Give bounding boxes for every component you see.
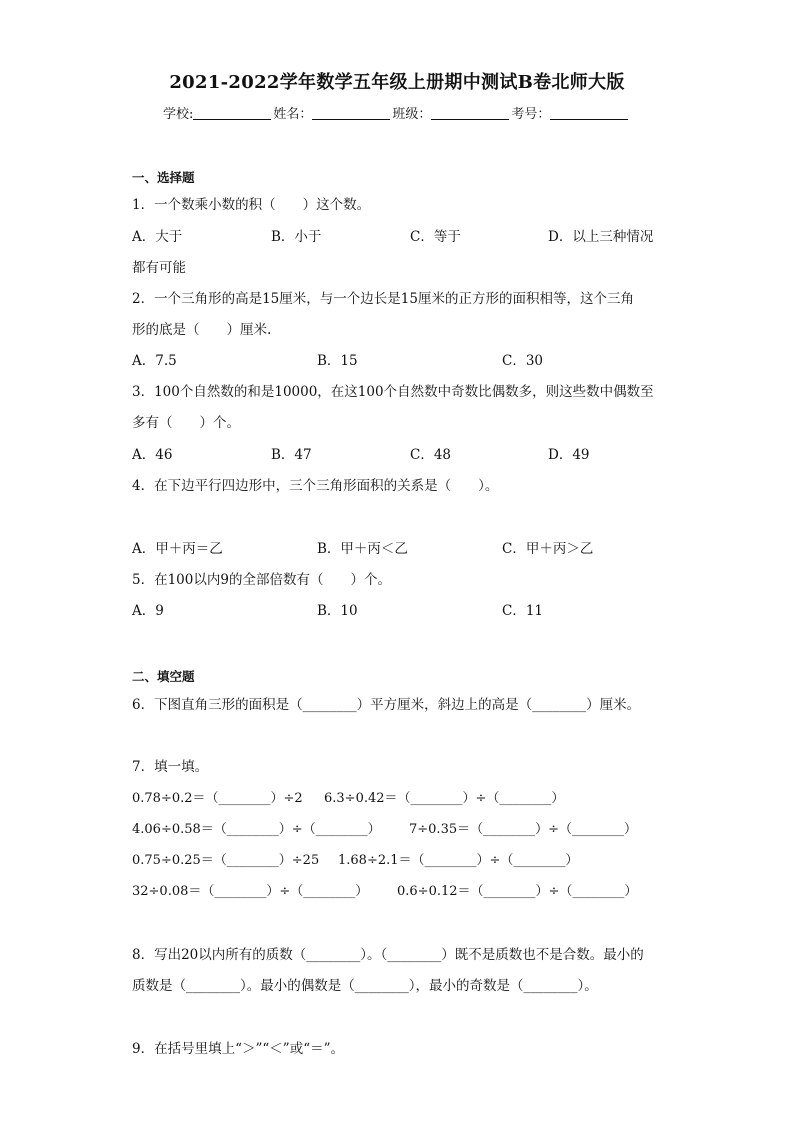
question-6-stem: 6．下图直角三形的面积是（________）平方厘米，斜边上的高是（________）厘米。 [132,697,641,713]
question-7-item: 4.06÷0.58＝（________）÷（________） [132,822,381,837]
question-3-stem-line2: 多有（ ）个。 [132,415,240,431]
question-5-option-c: C．11 [502,603,544,619]
question-7-item: 7÷0.35＝（________）÷（________） [409,822,638,837]
question-1-option-b: B．小于 [271,229,322,245]
question-4-option-c: C．甲＋丙＞乙 [502,541,594,557]
question-1-stem: 1．一个数乘小数的积（ ）这个数。 [132,197,371,213]
question-4-option-b: B．甲＋丙＜乙 [317,541,408,557]
exam-number-blank[interactable] [550,107,628,120]
question-7-item: 0.6÷0.12＝（________）÷（________） [397,884,638,899]
question-1-option-c: C．等于 [410,229,461,245]
question-4-option-a: A．甲＋丙＝乙 [132,541,223,557]
question-8-stem-line2: 质数是（________）。最小的偶数是（________），最小的奇数是（________）。 [132,978,598,994]
question-3-option-d: D．49 [548,447,590,463]
school-label: 学校: [163,107,194,122]
question-5-option-a: A．9 [132,603,164,619]
question-7-item: 32÷0.08＝（________）÷（________） [132,884,369,899]
school-blank[interactable] [193,107,271,120]
question-3-stem-line1: 3．100个自然数的和是10000，在这100个自然数中奇数比偶数多，则这些数中偶数至 [132,384,654,400]
question-1-option-d-continued: 都有可能 [132,260,186,276]
question-2-option-c: C．30 [502,353,544,369]
question-3-option-c: C．48 [410,447,452,463]
question-5-stem: 5．在100以内9的全部倍数有（ ）个。 [132,572,391,588]
exam-title: 2021-2022学年数学五年级上册期中测试B卷北师大版 [169,72,625,93]
question-2-stem-line1: 2．一个三角形的高是15厘米，与一个边长是15厘米的正方形的面积相等，这个三角 [132,291,634,307]
question-4-stem: 4．在下边平行四边形中，三个三角形面积的关系是（ ）。 [132,478,499,494]
question-1-option-d: D．以上三种情况 [548,229,654,245]
question-2-option-b: B．15 [317,353,358,369]
question-3-option-b: B．47 [271,447,312,463]
question-7-item: 0.75÷0.25＝（________）÷25 [132,853,320,868]
question-2-stem-line2: 形的底是（ ）厘米. [132,322,272,338]
question-9-stem: 9．在括号里填上“＞”“＜”或“＝”。 [132,1041,344,1057]
question-5-option-b: B．10 [317,603,358,619]
student-info-line [163,103,630,122]
question-7-item: 6.3÷0.42＝（________）÷（________） [324,791,565,806]
question-3-option-a: A．46 [132,447,173,463]
question-7-stem: 7．填一填。 [132,759,209,775]
question-8-stem-line1: 8．写出20以内所有的质数（________）。（________）既不是质数也不是合数。最小的 [132,947,644,963]
question-2-option-a: A．7.5 [132,353,177,369]
question-7-item: 0.78÷0.2＝（________）÷2 [132,791,303,806]
section-heading-fill-blank: 二、填空题 [132,669,195,684]
name-label: 姓名： [273,107,313,122]
question-1-option-a: A．大于 [132,229,183,245]
class-blank[interactable] [431,107,509,120]
question-7-item: 1.68÷2.1＝（________）÷（________） [338,853,579,868]
exam-number-label: 考号： [511,107,551,122]
name-blank[interactable] [312,107,390,120]
class-label: 班级： [392,107,432,122]
section-heading-choice: 一、选择题 [132,170,195,185]
